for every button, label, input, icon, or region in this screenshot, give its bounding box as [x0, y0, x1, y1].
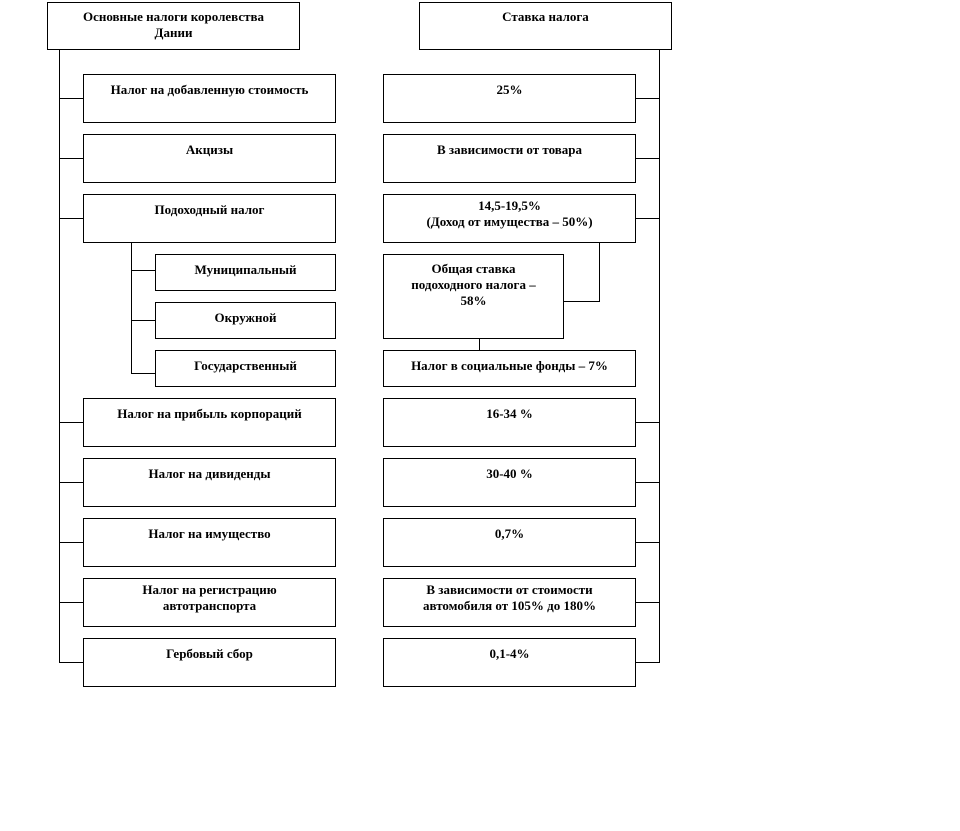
right-branch-vat — [635, 98, 660, 99]
tax-vat-label: Налог на добавленную стоимость — [110, 82, 309, 97]
income-subtype-municipal — [155, 254, 336, 291]
rate-dividends-value: 30-40 % — [486, 466, 533, 481]
rate-stamp-duty — [383, 638, 636, 687]
right-branch-stamp — [635, 662, 660, 663]
tax-vehicle-registration-line-2: автотранспорта — [162, 598, 257, 613]
right-branch-excise — [635, 158, 660, 159]
left-spine — [59, 49, 60, 663]
income-sub-branch-municipal — [131, 270, 155, 271]
rate-excise-value: В зависимости от товара — [436, 142, 583, 157]
tax-corporate-profit — [83, 398, 336, 447]
rate-dividends — [383, 458, 636, 507]
income-subtype-state-label: Государственный — [194, 358, 297, 373]
left-column-header — [47, 2, 300, 50]
rate-stamp-duty-value: 0,1-4% — [489, 646, 530, 661]
tax-vehicle-registration-line-1: Налог на регистрацию — [142, 582, 277, 597]
income-sub-branch-state — [131, 373, 155, 374]
income-subtype-district-label: Окружной — [214, 310, 277, 325]
tax-vehicle-registration — [83, 578, 336, 627]
tax-dividends — [83, 458, 336, 507]
income-subtype-municipal-label: Муниципальный — [194, 262, 297, 277]
right-spine — [659, 49, 660, 663]
rate-income-line-1: 14,5-19,5% — [478, 198, 541, 213]
tax-vat — [83, 74, 336, 123]
rate-income-total-line-3: 58% — [460, 293, 487, 308]
rate-vehicle-registration — [383, 578, 636, 627]
right-branch-vehicle — [635, 602, 660, 603]
left-branch-dividends — [59, 482, 83, 483]
tax-property — [83, 518, 336, 567]
rate-vehicle-registration-line-2: автомобиля от 105% до 180% — [423, 598, 596, 613]
tax-excise — [83, 134, 336, 183]
left-branch-vat — [59, 98, 83, 99]
rate-income-total-line-1: Общая ставка — [431, 261, 516, 276]
left-branch-excise — [59, 158, 83, 159]
income-sub-spine — [131, 242, 132, 374]
income-rate-link-vertical — [599, 242, 600, 302]
left-branch-corporate — [59, 422, 83, 423]
tax-income-label: Подоходный налог — [154, 202, 265, 217]
total-to-social-link — [479, 338, 480, 350]
rate-corporate-profit — [383, 398, 636, 447]
income-sub-branch-district — [131, 320, 155, 321]
tax-stamp-duty-label: Гербовый сбор — [166, 646, 253, 661]
income-subtype-state — [155, 350, 336, 387]
right-branch-corporate — [635, 422, 660, 423]
left-header-line-2: Дании — [154, 25, 193, 40]
rate-vat-value: 25% — [496, 82, 523, 97]
tax-property-label: Налог на имущество — [148, 526, 271, 541]
rate-income-total — [383, 254, 564, 339]
left-branch-property — [59, 542, 83, 543]
tax-excise-label: Акцизы — [185, 142, 234, 157]
rate-vat — [383, 74, 636, 123]
rate-income — [383, 194, 636, 243]
rate-income-total-line-2: подоходного налога – — [411, 277, 536, 292]
tax-dividends-label: Налог на дивиденды — [148, 466, 271, 481]
left-branch-stamp — [59, 662, 83, 663]
right-branch-dividends — [635, 482, 660, 483]
rate-income-line-2: (Доход от имущества – 50%) — [426, 214, 593, 229]
rate-vehicle-registration-line-1: В зависимости от стоимости — [426, 582, 593, 597]
rate-social-funds — [383, 350, 636, 387]
tax-corporate-profit-label: Налог на прибыль корпораций — [117, 406, 302, 421]
right-column-header — [419, 2, 672, 50]
tax-income — [83, 194, 336, 243]
rate-property-value: 0,7% — [494, 526, 525, 541]
rate-social-funds-value: Налог в социальные фонды – 7% — [411, 358, 608, 373]
right-branch-property — [635, 542, 660, 543]
rate-excise — [383, 134, 636, 183]
income-rate-link-horizontal — [563, 301, 600, 302]
income-subtype-district — [155, 302, 336, 339]
tax-stamp-duty — [83, 638, 336, 687]
rate-corporate-profit-value: 16-34 % — [486, 406, 533, 421]
right-branch-income — [635, 218, 660, 219]
rate-property — [383, 518, 636, 567]
left-header-line-1: Основные налоги королевства — [82, 9, 265, 24]
left-branch-income — [59, 218, 83, 219]
right-header-label: Ставка налога — [502, 9, 589, 24]
left-branch-vehicle — [59, 602, 83, 603]
